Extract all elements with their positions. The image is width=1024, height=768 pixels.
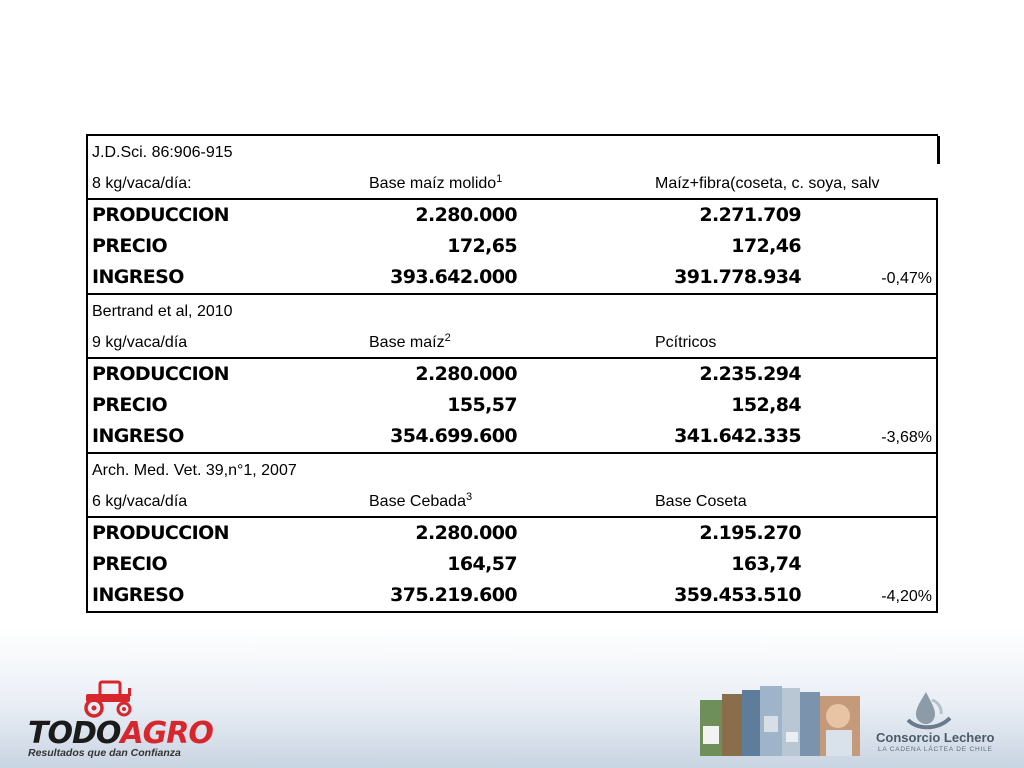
base-value: 2.280.000 [415,363,517,385]
table-row [88,580,936,611]
base-value: 155,57 [447,394,517,416]
dose-label: 8 kg/vaca/día: [92,175,192,192]
todoagro-wordmark: TODOAGRO [28,716,213,751]
alt-diet-label: Base Coseta [655,493,747,510]
row-label: PRODUCCION [92,204,229,226]
base-value: 375.219.600 [390,584,517,606]
alt-diet-label: Pcítricos [655,334,717,351]
alt-value: 2.235.294 [699,363,801,385]
alt-value: 2.195.270 [699,522,801,544]
section-data [86,516,938,613]
comparison-table [86,134,938,613]
row-label: INGRESO [92,425,184,447]
alt-value: 2.271.709 [699,204,801,226]
todoagro-tagline: Resultados que dan Confianza [28,747,181,759]
base-diet-label: Base maíz$^2$ [369,332,451,351]
section-header [86,454,938,516]
section-data [86,357,938,454]
row-label: PRECIO [92,235,168,257]
source-citation: J.D.Sci. 86:906-915 [92,144,233,161]
row-label: PRECIO [92,553,168,575]
percent-change: -0,47% [881,270,932,287]
table-row [88,421,936,452]
dairy-photo-strip [700,686,860,756]
base-diet-label: Base Cebada$^3$ [369,491,473,510]
source-row [88,136,938,167]
section-data [86,198,938,295]
consorcio-tagline: LA CADENA LÁCTEA DE CHILE [878,746,993,753]
table-row [88,390,936,421]
alt-value: 172,46 [731,235,801,257]
consorcio-lechero-logo [872,690,1002,756]
dose-label: 6 kg/vaca/día [92,493,188,510]
consorcio-wordmark: Consorcio Lechero [876,730,995,745]
alt-value: 152,84 [731,394,801,416]
table-row [88,359,936,390]
alt-value: 163,74 [731,553,801,575]
tractor-icon [78,678,140,718]
row-label: PRODUCCION [92,522,229,544]
base-value: 393.642.000 [390,266,517,288]
dose-row [88,485,936,516]
dose-row [88,326,936,357]
table-row [88,200,936,231]
dose-label: 9 kg/vaca/día [92,334,188,351]
base-value: 2.280.000 [415,204,517,226]
alt-value: 341.642.335 [674,425,801,447]
source-row [88,454,936,485]
row-label: INGRESO [92,266,184,288]
table-row [88,549,936,580]
section-header [86,134,938,198]
section-header [86,295,938,357]
base-diet-label: Base maíz molido$^1$ [369,173,503,192]
source-citation: Arch. Med. Vet. 39,n°1, 2007 [92,462,297,479]
percent-change: -4,20% [881,588,932,605]
alt-diet-label: Maíz+fibra(coseta, c. soya, salv [655,175,880,192]
todoagro-logo [28,678,213,759]
row-label: INGRESO [92,584,184,606]
table-section-3 [86,454,938,613]
source-row [88,295,936,326]
alt-value: 391.778.934 [674,266,801,288]
table-row [88,518,936,549]
base-value: 172,65 [447,235,517,257]
table-row [88,262,936,293]
milk-drop-icon [904,690,954,730]
base-value: 2.280.000 [415,522,517,544]
source-citation: Bertrand et al, 2010 [92,303,233,320]
table-section-2 [86,295,938,454]
row-label: PRODUCCION [92,363,229,385]
dose-row [88,167,938,198]
percent-change: -3,68% [881,429,932,446]
table-row [88,231,936,262]
base-value: 354.699.600 [390,425,517,447]
base-value: 164,57 [447,553,517,575]
row-label: PRECIO [92,394,168,416]
table-section-1 [86,134,938,295]
alt-value: 359.453.510 [674,584,801,606]
